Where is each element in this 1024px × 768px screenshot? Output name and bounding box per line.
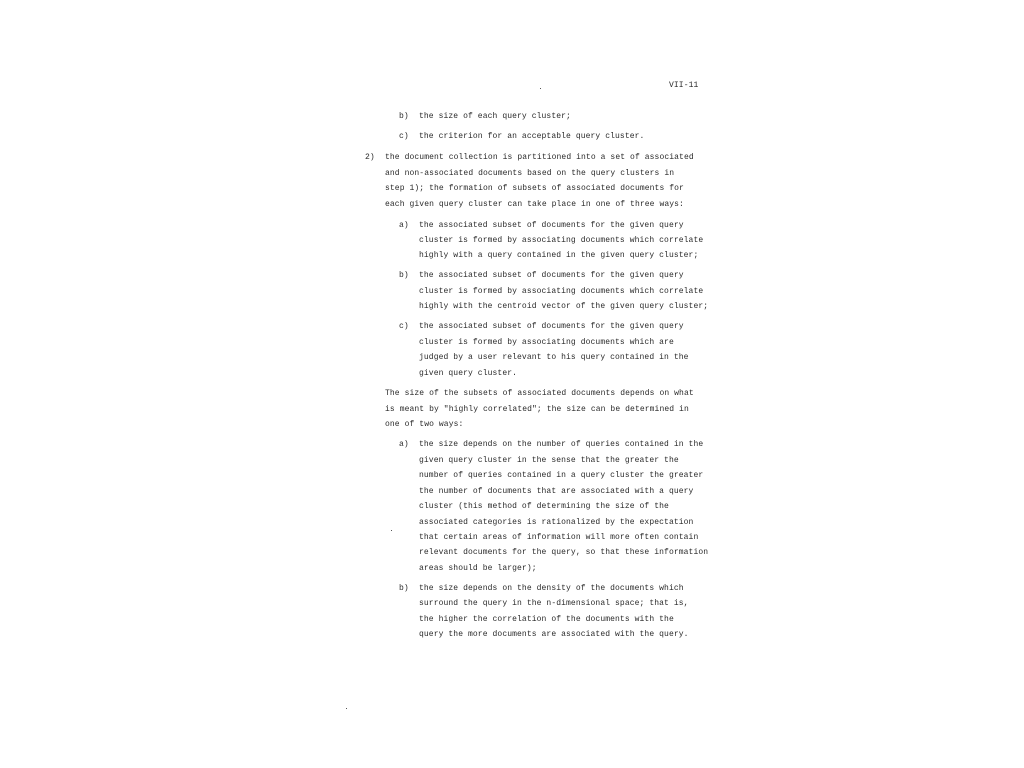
paragraph-line: The size of the subsets of associated documents depends on what <box>385 389 694 398</box>
list-item-text: the size depends on the number of queries contained in the <box>419 440 704 449</box>
list-item-text: cluster is formed by associating documents which are <box>419 338 674 347</box>
list-item-marker: c) <box>399 322 409 331</box>
list-item-marker: b) <box>399 584 409 593</box>
list-item-text: cluster is formed by associating documents which correlate <box>419 287 704 296</box>
list-item-text: cluster is formed by associating documents which correlate <box>419 236 704 245</box>
list-item-text: given query cluster. <box>419 369 518 378</box>
list-item-text: areas should be larger); <box>419 564 537 573</box>
list-item-text: the number of documents that are associated with a query <box>419 487 694 496</box>
scan-speck-margin <box>391 530 392 531</box>
list-item-text: surround the query in the n-dimensional space; that is, <box>419 599 689 608</box>
step-number: 2) <box>365 153 375 162</box>
list-item-text: judged by a user relevant to his query contained in the <box>419 353 689 362</box>
list-item-text: the criterion for an acceptable query cluster. <box>419 132 645 141</box>
list-item-text: the associated subset of documents for the given query <box>419 322 684 331</box>
list-item-text: the associated subset of documents for the given query <box>419 271 684 280</box>
list-item-text: highly with a query contained in the given query cluster; <box>419 251 699 260</box>
list-item-text: the size of each query cluster; <box>419 112 571 121</box>
list-item-marker: a) <box>399 221 409 230</box>
list-item-text: given query cluster in the sense that the greater the <box>419 456 679 465</box>
page-number: VII-11 <box>669 81 699 90</box>
step2-line: step 1); the formation of subsets of associated documents for <box>385 184 684 193</box>
step2-line: and non-associated documents based on the query clusters in <box>385 169 675 178</box>
step2-line: the document collection is partitioned into a set of associated <box>385 153 694 162</box>
step2-line: each given query cluster can take place in one of three ways: <box>385 200 684 209</box>
list-item-text: relevant documents for the query, so that these information <box>419 548 709 557</box>
list-item-marker: b) <box>399 112 409 121</box>
list-item-text: the size depends on the density of the documents which <box>419 584 684 593</box>
list-item-text: number of queries contained in a query cluster the greater <box>419 471 704 480</box>
scan-speck-bottom <box>346 708 347 709</box>
list-item-text: cluster (this method of determining the size of the <box>419 502 669 511</box>
paragraph-line: one of two ways: <box>385 420 464 429</box>
list-item-text: highly with the centroid vector of the given query cluster; <box>419 302 709 311</box>
list-item-text: the higher the correlation of the documents with the <box>419 615 674 624</box>
list-item-marker: b) <box>399 271 409 280</box>
list-item-text: associated categories is rationalized by the expectation <box>419 518 694 527</box>
list-item-text: that certain areas of information will more often contain <box>419 533 699 542</box>
scan-speck-top <box>540 88 541 89</box>
list-item-marker: c) <box>399 132 409 141</box>
list-item-text: query the more documents are associated with the query. <box>419 630 689 639</box>
paragraph-line: is meant by "highly correlated"; the size can be determined in <box>385 405 689 414</box>
list-item-text: the associated subset of documents for the given query <box>419 221 684 230</box>
list-item-marker: a) <box>399 440 409 449</box>
